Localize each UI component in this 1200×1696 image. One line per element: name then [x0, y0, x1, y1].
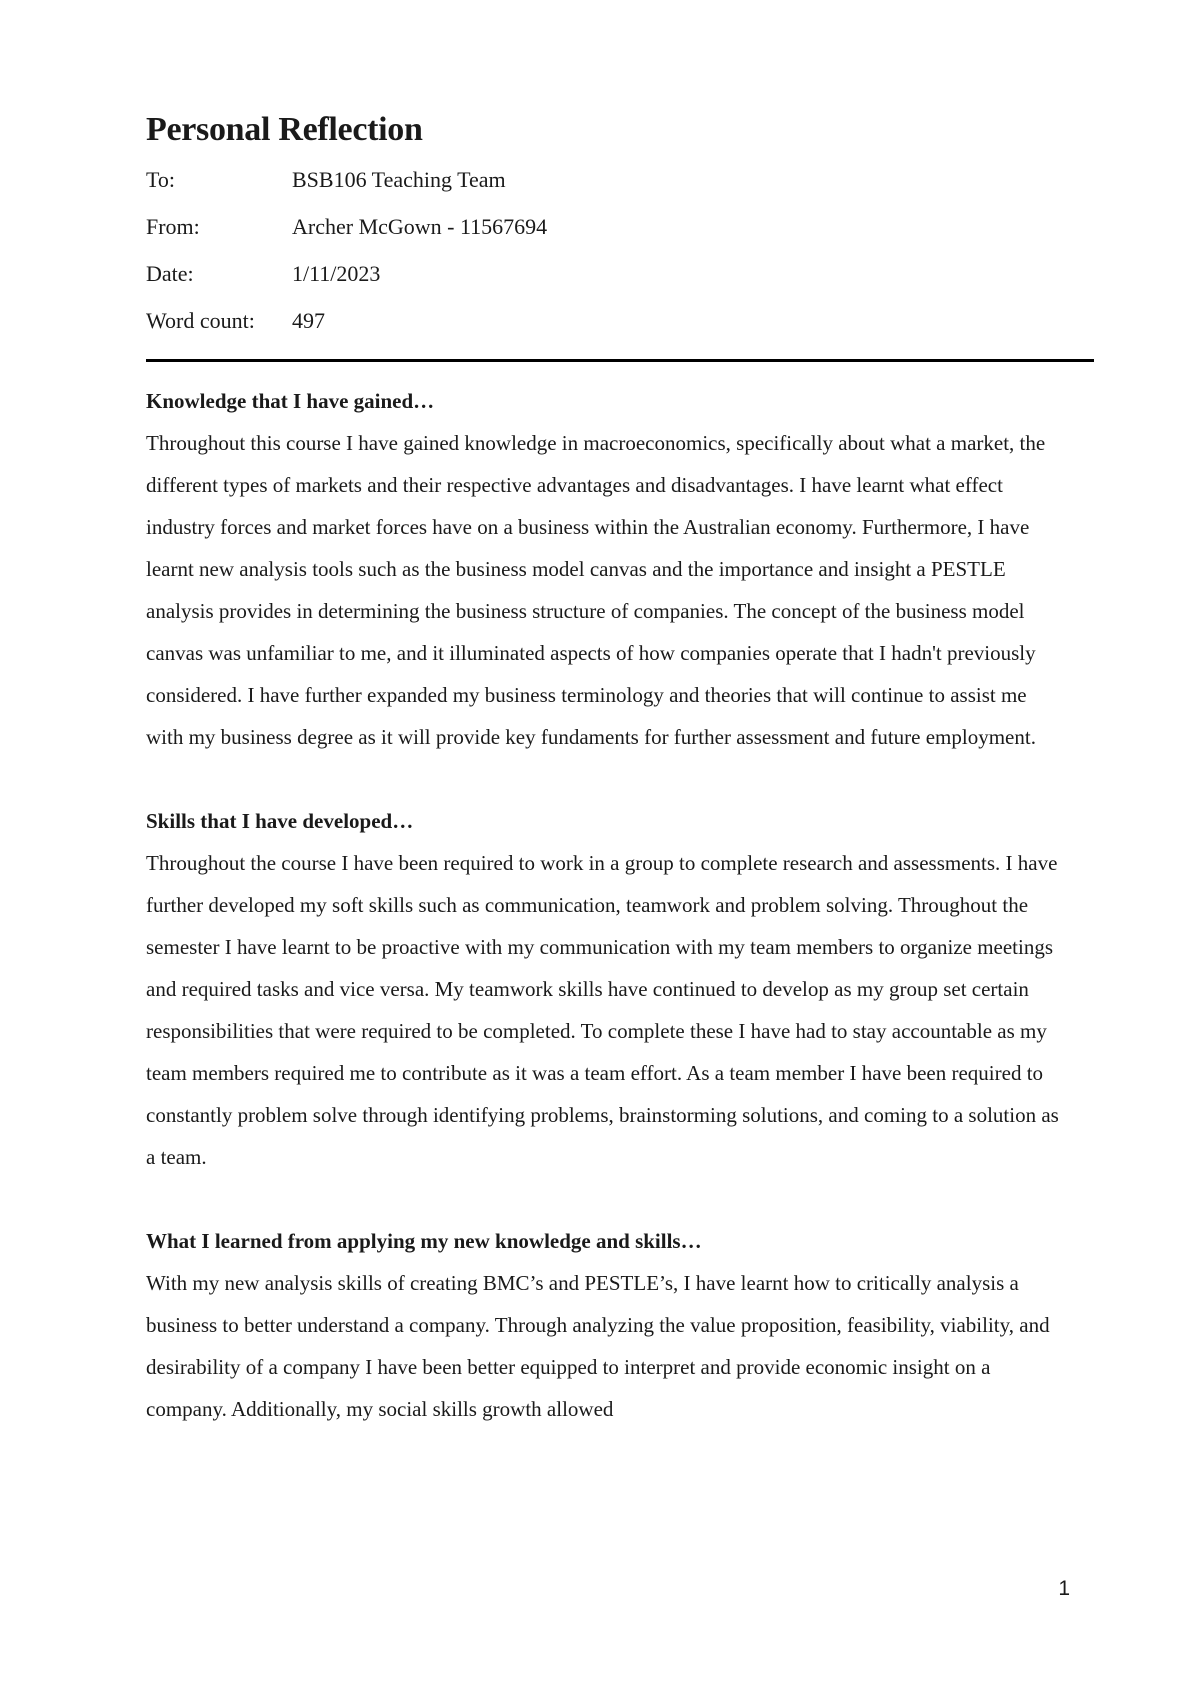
- memo-row-to: [146, 156, 1096, 203]
- memo-value: BSB106 Teaching Team: [292, 167, 506, 192]
- section-paragraph: Throughout this course I have gained knowledge in macroeconomics, specifically about what a market, the different types of markets and their respective advantages and disadvantages. I have learnt what effect industry forces and market forces have on a business within the Australian economy. Furthermore, I have learnt new analysis tools such as the business model canvas and the importance and insight a PESTLE analysis provides in determining the business structure of companies. The concept of the business model canvas was unfamiliar to me, and it illuminated aspects of how companies operate that I hadn't previously considered. I have further expanded my business terminology and theories that will continue to assist me with my business degree as it will provide key fundaments for further assessment and future employment.: [146, 431, 1046, 749]
- memo-label: Word count:: [146, 308, 255, 333]
- memo-value: 1/11/2023: [292, 261, 381, 286]
- memo-value: Archer McGown - 11567694: [292, 214, 548, 239]
- section-applying: [146, 1220, 1096, 1430]
- section-knowledge: [146, 380, 1096, 758]
- section-heading: Knowledge that I have gained…: [146, 389, 435, 413]
- section-heading: Skills that I have developed…: [146, 809, 414, 833]
- memo-label: To:: [146, 167, 176, 192]
- section-paragraph: With my new analysis skills of creating BMC’s and PESTLE’s, I have learnt how to critically analysis a business to better understand a company. Through analyzing the value proposition, feasibility, viability, and desirability of a company I have been better equipped to interpret and provide economic insight on a company. Additionally, my social skills growth allowed: [146, 1271, 1050, 1421]
- page-number: 1: [1058, 1577, 1070, 1600]
- memo-row-from: [146, 203, 1096, 250]
- memo-label: From:: [146, 214, 200, 239]
- memo-value: 497: [292, 308, 325, 333]
- memo-label: Date:: [146, 261, 194, 286]
- section-paragraph: Throughout the course I have been required to work in a group to complete research and assessments. I have further developed my soft skills such as communication, teamwork and problem solving. Throughout the semester I have learnt to be proactive with my communication with my team members to organize meetings and required tasks and vice versa. My teamwork skills have continued to develop as my group set certain responsibilities that were required to be completed. To complete these I have had to stay accountable as my team members required me to contribute as it was a team effort. As a team member I have been required to constantly problem solve through identifying problems, brainstorming solutions, and coming to a solution as a team.: [146, 851, 1059, 1169]
- page-title: Personal Reflection: [146, 111, 423, 148]
- memo-row-word-count: [146, 297, 1096, 344]
- document-content: [146, 104, 1096, 1430]
- section-heading: What I learned from applying my new knowledge and skills…: [146, 1229, 702, 1253]
- memo-header: [146, 156, 1096, 344]
- section-skills: [146, 800, 1096, 1178]
- horizontal-divider: [146, 359, 1094, 362]
- memo-row-date: [146, 250, 1096, 297]
